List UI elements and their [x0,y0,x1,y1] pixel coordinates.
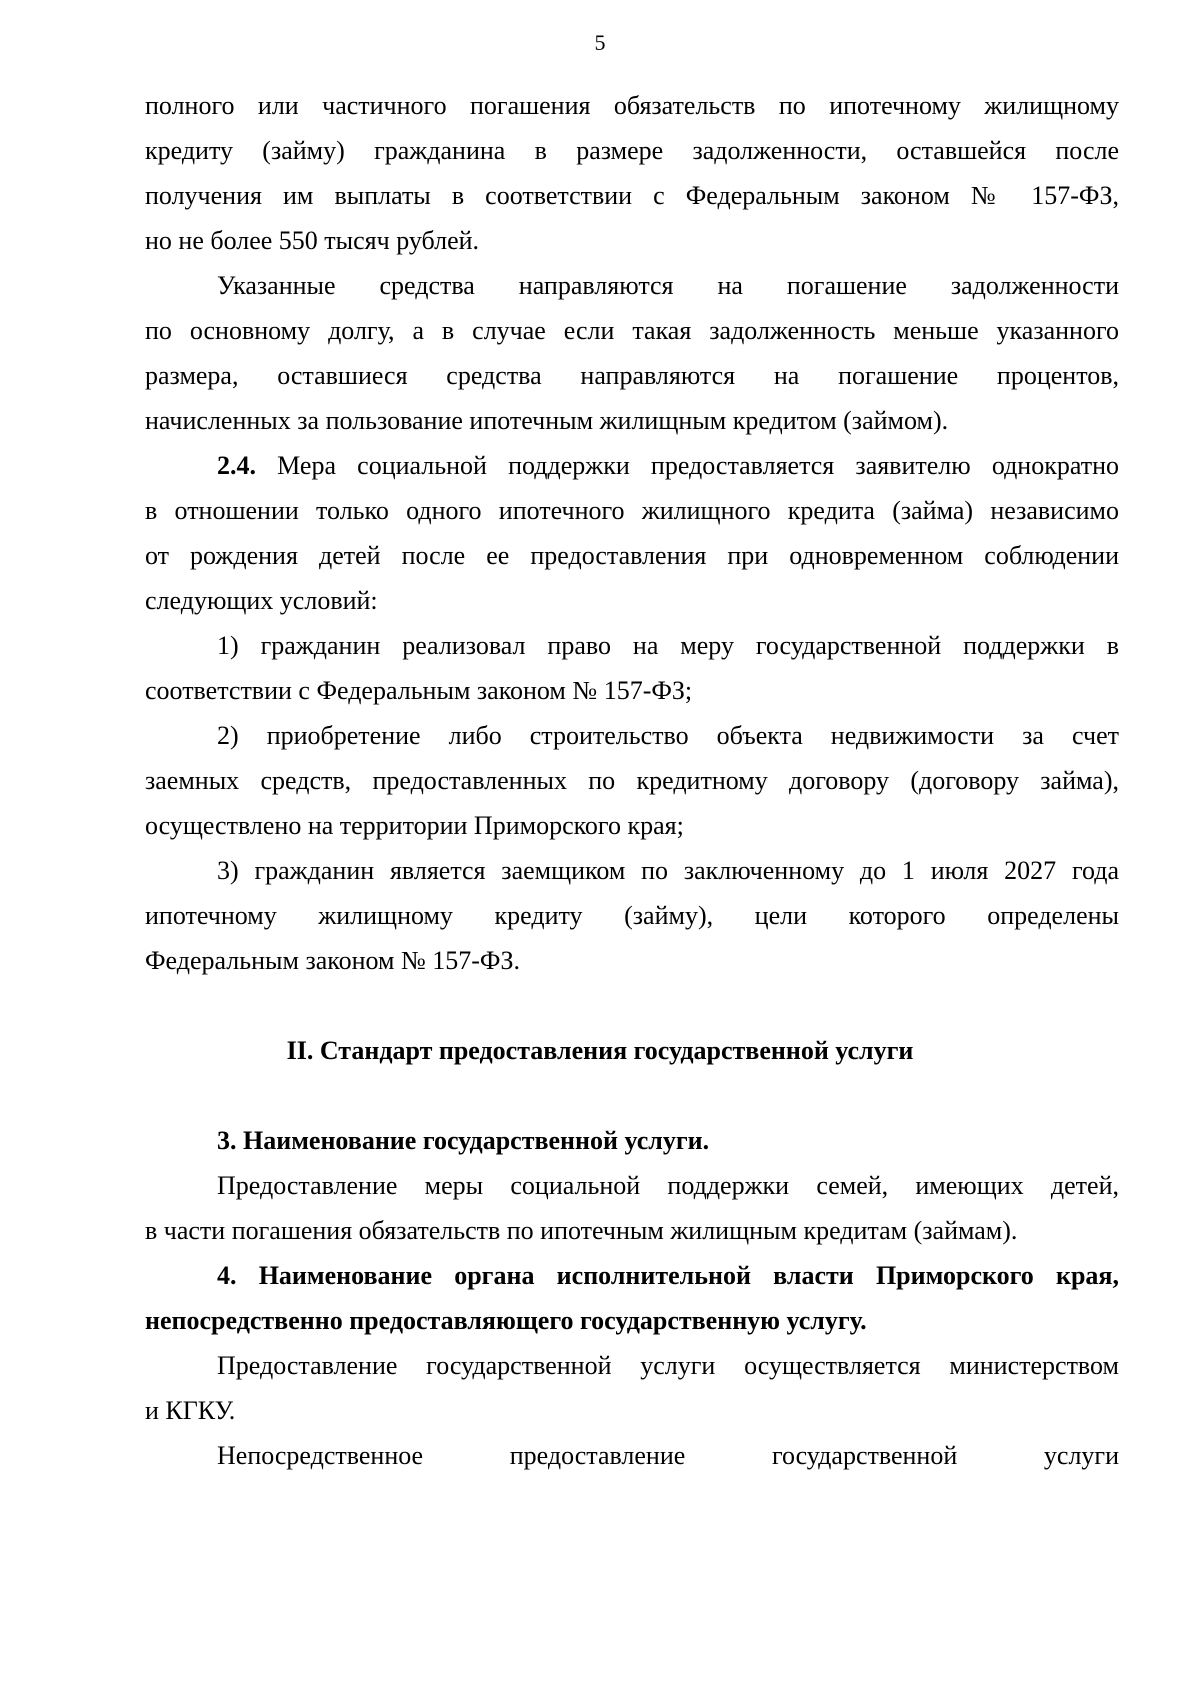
text-line: ипотечному жилищному кредиту (займу), цели которого определены [145,901,1119,930]
paragraph-2-4-first-line [217,450,1119,482]
text-line: Мера социальной поддержки предоставляется заявителю однократно [277,451,1119,480]
text-line: 3) гражданин является заемщиком по заключенному до 1 июля 2027 года [217,856,1119,885]
text-line: кредиту (займу) гражданина в размере задолженности, оставшейся после [145,136,1119,165]
text-line: в части погашения обязательств по ипотечным жилищным кредитам (займам). [145,1216,1018,1245]
item-label: 2.4. [217,451,256,480]
subsection-heading: 4. Наименование органа исполнительной власти Приморского края, [217,1261,1119,1290]
text-line: размера, оставшиеся средства направляются на погашение процентов, [145,361,1119,390]
page-number: 5 [594,30,606,55]
section-heading: II. Стандарт предоставления государственной услуги [286,1036,914,1065]
text-line: полного или частичного погашения обязательств по ипотечному жилищному [145,91,1119,120]
text-line: 2) приобретение либо строительство объекта недвижимости за счет [217,721,1119,750]
text-line: начисленных за пользование ипотечным жилищным кредитом (займом). [145,406,949,435]
text-line: по основному долгу, а в случае если такая задолженность меньше указанного [145,316,1119,345]
text-line: осуществлено на территории Приморского края; [145,811,684,840]
text-line: Указанные средства направляются на погашение задолженности [217,271,1119,300]
text-line: Предоставление государственной услуги осуществляется министерством [217,1351,1119,1380]
text-line: Федеральным законом № 157-ФЗ. [145,946,520,975]
text-line: но не более 550 тысяч рублей. [145,226,480,255]
subsection-heading: непосредственно предоставляющего государственную услугу. [145,1306,867,1335]
text-line: следующих условий: [145,586,378,615]
text-line: получения им выплаты в соответствии с Федеральным законом № 157-ФЗ, [145,181,1119,210]
subsection-heading: 3. Наименование государственной услуги. [217,1126,710,1155]
text-line: 1) гражданин реализовал право на меру государственной поддержки в [217,631,1119,660]
text-line: соответствии с Федеральным законом № 157-ФЗ; [145,676,693,705]
text-line: Непосредственное предоставление государственной услуги [217,1441,1119,1470]
text-line: Предоставление меры социальной поддержки семей, имеющих детей, [217,1171,1119,1200]
text-line: и КГКУ. [145,1396,236,1425]
text-line: в отношении только одного ипотечного жилищного кредита (займа) независимо [145,496,1119,525]
text-line: от рождения детей после ее предоставления при одновременном соблюдении [145,541,1119,570]
text-line: заемных средств, предоставленных по кредитному договору (договору займа), [145,766,1119,795]
